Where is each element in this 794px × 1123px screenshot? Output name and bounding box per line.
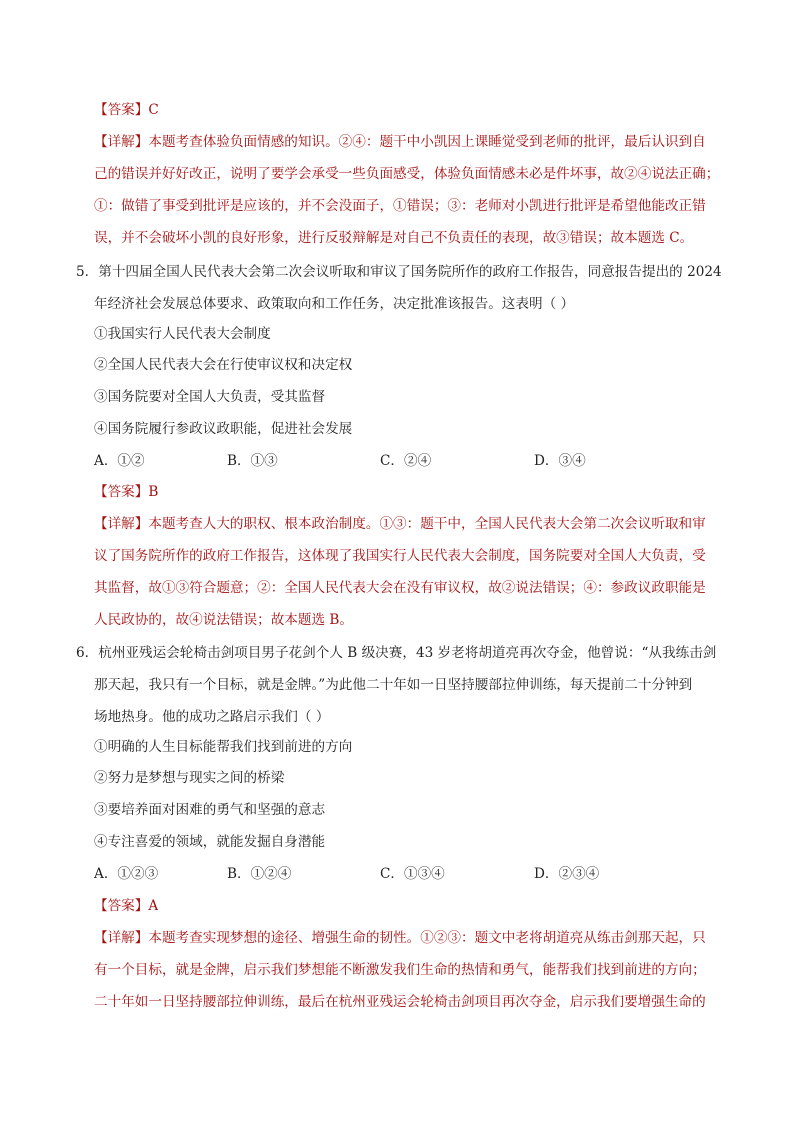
q6-statement-4: ④专注喜爱的领域，就能发掘自身潜能: [94, 834, 326, 850]
q5-option-c[interactable]: C．②④: [380, 453, 432, 469]
q5-statement-2: ②全国人民代表大会在行使审议权和决定权: [94, 357, 353, 373]
q4-answer-line: [94, 100, 159, 120]
q5-option-b[interactable]: B．①③: [227, 453, 278, 469]
q5-statement-4: ④国务院履行参政议政职能，促进社会发展: [94, 421, 353, 437]
q4-detail-line-1: 【详解】本题考查体验负面情感的知识。②④：题干中小凯因上课睡觉受到老师的批评，最后认识到自: [94, 134, 706, 150]
q6-option-a[interactable]: A．①②③: [94, 866, 159, 882]
q6-answer-line: [94, 896, 158, 916]
q6-detail-line-2: 有一个目标，就是金牌，启示我们梦想能不断激发我们生命的热情和勇气，能帮我们找到前进的方向；: [94, 962, 706, 978]
q6-detail-line-3: 二十年如一日坚持腰部拉伸训练，最后在杭州亚残运会轮椅击剑项目再次夺金，启示我们要增强生命的: [94, 994, 706, 1010]
q5-option-d[interactable]: D．③④: [534, 453, 586, 469]
q6-statement-3: ③要培养面对困难的勇气和坚强的意志: [94, 802, 326, 818]
question-number: 6．: [76, 645, 99, 661]
q5-option-a[interactable]: A．①②: [94, 453, 145, 469]
q6-option-d[interactable]: D．②③④: [534, 866, 600, 882]
q5-answer-line: [94, 482, 158, 502]
q4-detail-line-2: 己的错误并好好改正，说明了要学会承受一些负面感受，体验负面情感未必是件坏事，故②④说法正确；: [94, 166, 720, 182]
q6-statement-1: ①明确的人生目标能帮我们找到前进的方向: [94, 739, 353, 755]
q5-stem-line-2: 年经济社会发展总体要求、政策取向和工作任务，决定批准该报告。这表明（ ）: [94, 296, 575, 312]
q5-stem-line-1: 5．第十四届全国人民代表大会第二次会议听取和审议了国务院所作的政府工作报告，同意报告提出的 2024: [76, 264, 722, 280]
q5-statement-3: ③国务院要对全国人大负责，受其监督: [94, 389, 326, 405]
question-number: 5．: [76, 264, 99, 280]
detail-label: 【详解】: [94, 516, 149, 532]
q5-detail-line-1: 【详解】本题考查人大的职权、根本政治制度。①③：题干中，全国人民代表大会第二次会议听取和审: [94, 516, 706, 532]
q5-detail-line-4: 人民政协的，故④说法错误；故本题选 B。: [94, 612, 353, 628]
detail-label: 【详解】: [94, 134, 149, 150]
answer-value: B: [148, 484, 159, 500]
answer-label: 【答案】: [94, 484, 149, 500]
q5-statement-1: ①我国实行人民代表大会制度: [94, 326, 271, 342]
q5-detail-line-3: 其监督，故①③符合题意；②：全国人民代表大会在没有审议权，故②说法错误；④：参政议政职能是: [94, 580, 706, 596]
q6-options: [94, 864, 714, 884]
q6-detail-line-1: 【详解】本题考查实现梦想的途径、增强生命的韧性。①②③：题文中老将胡道亮从练击剑那天起，只: [94, 930, 706, 946]
answer-label: 【答案】: [94, 102, 149, 118]
q4-detail-line-4: 误，并不会破坏小凯的良好形象，进行反驳辩解是对自己不负责任的表现，故③错误；故本题选 C。: [94, 230, 694, 246]
q6-stem-line-1: 6．杭州亚残运会轮椅击剑项目男子花剑个人 B 级决赛，43 岁老将胡道亮再次夺金，他曾说：“从我练击剑: [76, 645, 717, 661]
answer-value: C: [148, 102, 159, 118]
q6-option-c[interactable]: C．①③④: [380, 866, 445, 882]
q4-detail-line-3: ①：做错了事受到批评是应该的，并不会没面子，①错误；③：老师对小凯进行批评是希望他能改正错: [94, 198, 706, 214]
q6-option-b[interactable]: B．①②④: [227, 866, 292, 882]
detail-label: 【详解】: [94, 930, 149, 946]
q6-stem-line-3: 场地热身。他的成功之路启示我们（ ）: [94, 709, 330, 725]
q5-detail-line-2: 议了国务院所作的政府工作报告，这体现了我国实行人民代表大会制度，国务院要对全国人大负责，受: [94, 548, 706, 564]
answer-value: A: [148, 898, 159, 914]
q5-options: [94, 451, 714, 471]
answer-label: 【答案】: [94, 898, 149, 914]
q6-stem-line-2: 那天起，我只有一个目标，就是金牌。”为此他二十年如一日坚持腰部拉伸训练，每天提前二十分钟到: [94, 677, 693, 693]
q6-statement-2: ②努力是梦想与现实之间的桥梁: [94, 770, 285, 786]
